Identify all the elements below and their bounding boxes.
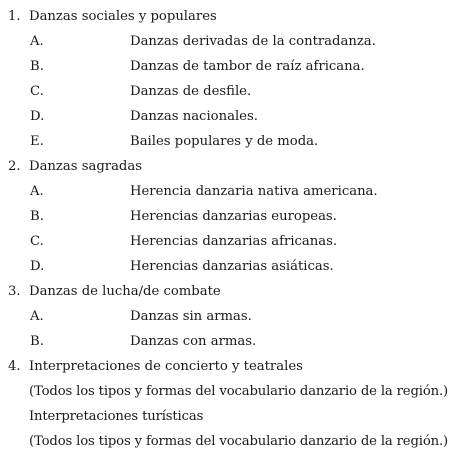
item-text: Danzas sin armas. (130, 309, 252, 324)
item-text: Herencias danzarias asiáticas. (130, 259, 334, 274)
item-text: Danzas derivadas de la contradanza. (130, 34, 376, 49)
item-letter: C. (30, 234, 44, 249)
item-letter: A. (30, 309, 44, 324)
item-text: Herencias danzarias europeas. (130, 209, 337, 224)
section-title: Danzas sagradas (29, 159, 143, 174)
item-letter: B. (30, 334, 44, 349)
item-text: Bailes populares y de moda. (130, 134, 319, 149)
section-title: Danzas de lucha/de combate (29, 284, 221, 299)
item-text: Danzas de tambor de raíz africana. (130, 59, 365, 74)
paragraph-text: (Todos los tipos y formas del vocabulario danzario de la región.) (29, 384, 448, 399)
section-number: 3. (8, 284, 21, 299)
section-number: 4. (8, 359, 21, 374)
paragraph-text: Interpretaciones turísticas (29, 409, 204, 424)
item-letter: E. (30, 134, 44, 149)
section-title: Danzas sociales y populares (29, 9, 217, 24)
item-text: Herencias danzarias africanas. (130, 234, 338, 249)
item-letter: A. (30, 184, 44, 199)
item-text: Danzas de desfile. (130, 84, 252, 99)
item-text: Danzas con armas. (130, 334, 257, 349)
item-letter: B. (30, 209, 44, 224)
item-letter: A. (30, 34, 44, 49)
section-number: 2. (8, 159, 21, 174)
item-letter: B. (30, 59, 44, 74)
section-number: 1. (8, 9, 21, 24)
item-letter: D. (30, 259, 45, 274)
item-text: Danzas nacionales. (130, 109, 258, 124)
section-title: Interpretaciones de concierto y teatrales (29, 359, 303, 374)
paragraph-text: (Todos los tipos y formas del vocabulario danzario de la región.) (29, 434, 448, 449)
item-letter: C. (30, 84, 44, 99)
item-letter: D. (30, 109, 45, 124)
item-text: Herencia danzaria nativa americana. (130, 184, 378, 199)
